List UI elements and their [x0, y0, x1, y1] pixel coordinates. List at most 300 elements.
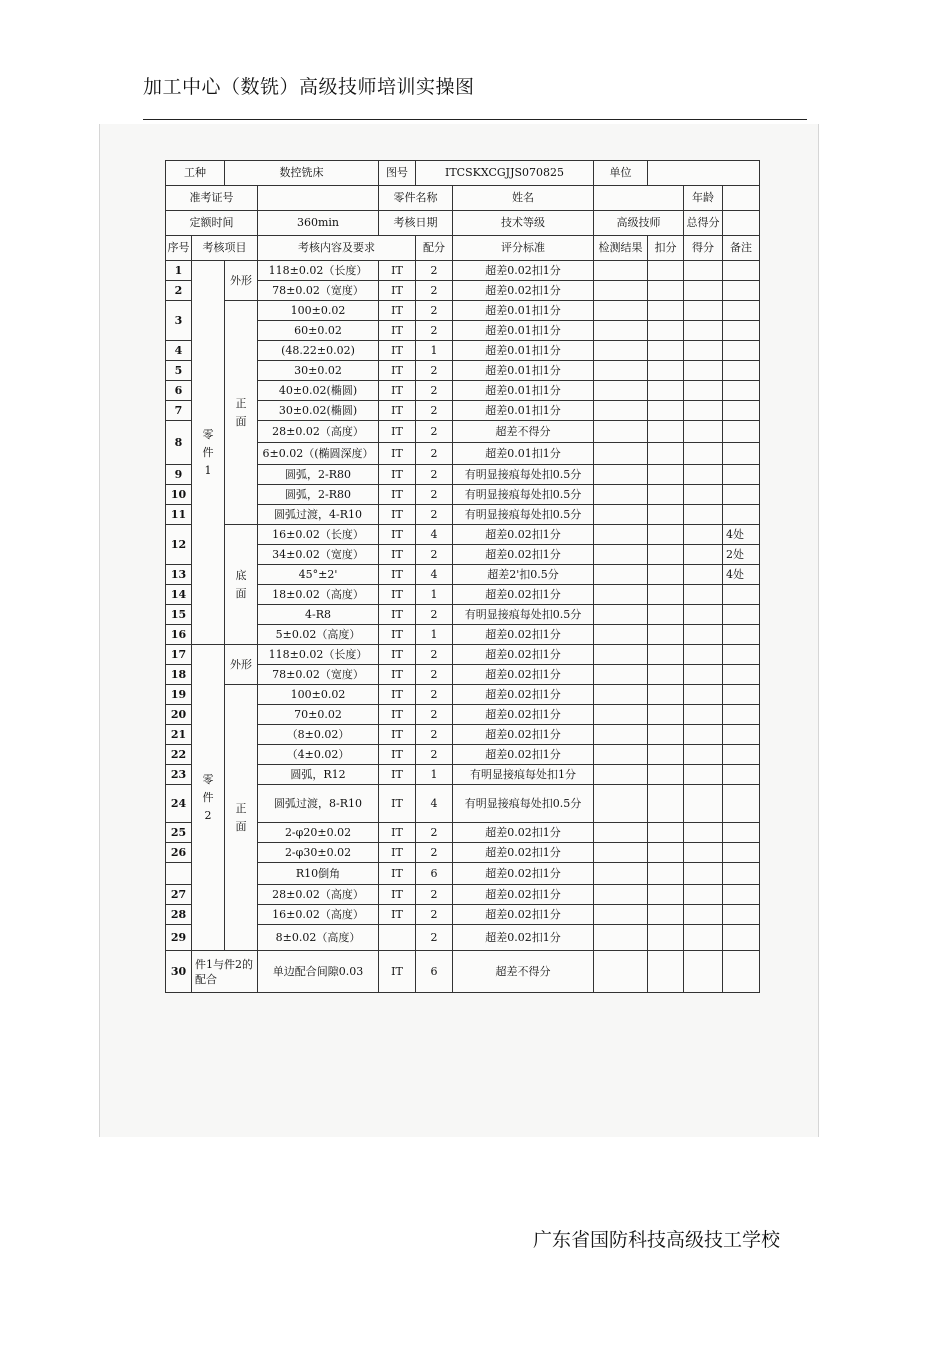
- remark-cell: 2处: [723, 545, 760, 565]
- standard-cell: 超差不得分: [453, 421, 594, 443]
- group-part2-label: 零件2: [202, 772, 214, 822]
- standard-cell: 超差0.02扣1分: [453, 925, 594, 951]
- deduct-cell: [648, 705, 684, 725]
- content-cell: 单边配合间隙0.03: [258, 951, 379, 993]
- points-cell: 2: [416, 261, 453, 281]
- it-cell: IT: [379, 341, 416, 361]
- score-cell: [684, 301, 723, 321]
- result-cell: [594, 485, 648, 505]
- it-cell: IT: [379, 565, 416, 585]
- row-number: 20: [166, 705, 192, 725]
- score-cell: [684, 361, 723, 381]
- row-number: 13: [166, 565, 192, 585]
- content-cell: 118±0.02（长度）: [258, 261, 379, 281]
- header-score: 得分: [684, 236, 723, 261]
- points-cell: 2: [416, 401, 453, 421]
- content-cell: 16±0.02（高度）: [258, 905, 379, 925]
- it-cell: IT: [379, 605, 416, 625]
- remark-cell: [723, 905, 760, 925]
- result-cell: [594, 951, 648, 993]
- header-deduct: 扣分: [648, 236, 684, 261]
- score-cell: [684, 565, 723, 585]
- table-row: [166, 951, 760, 993]
- score-cell: [684, 485, 723, 505]
- remark-cell: [723, 585, 760, 605]
- deduct-cell: [648, 951, 684, 993]
- standard-cell: 有明显接痕每处扣0.5分: [453, 785, 594, 823]
- content-cell: 28±0.02（高度）: [258, 421, 379, 443]
- score-cell: [684, 645, 723, 665]
- row-number: 11: [166, 505, 192, 525]
- score-cell: [684, 443, 723, 465]
- unit-value: [648, 161, 760, 186]
- content-cell: 8±0.02（高度）: [258, 925, 379, 951]
- row-number: 23: [166, 765, 192, 785]
- remark-cell: [723, 925, 760, 951]
- standard-cell: 超差0.02扣1分: [453, 281, 594, 301]
- row-number: 17: [166, 645, 192, 665]
- info-row-2: [166, 186, 760, 211]
- result-cell: [594, 725, 648, 745]
- score-cell: [684, 281, 723, 301]
- standard-cell: 超差0.01扣1分: [453, 361, 594, 381]
- unit-label: 单位: [594, 161, 648, 186]
- standard-cell: 有明显接痕每处扣0.5分: [453, 505, 594, 525]
- result-cell: [594, 261, 648, 281]
- content-cell: 118±0.02（长度）: [258, 645, 379, 665]
- group-part1: [192, 261, 225, 645]
- points-cell: 2: [416, 361, 453, 381]
- ticket-label: 准考证号: [166, 186, 258, 211]
- deduct-cell: [648, 725, 684, 745]
- result-cell: [594, 765, 648, 785]
- deduct-cell: [648, 381, 684, 401]
- remark-cell: [723, 485, 760, 505]
- it-cell: IT: [379, 645, 416, 665]
- table-row: [166, 261, 760, 281]
- points-cell: 2: [416, 925, 453, 951]
- deduct-cell: [648, 341, 684, 361]
- deduct-cell: [648, 925, 684, 951]
- content-cell: 78±0.02（宽度）: [258, 281, 379, 301]
- time-value: 360min: [258, 211, 379, 236]
- standard-cell: 有明显接痕每处扣0.5分: [453, 485, 594, 505]
- it-cell: IT: [379, 785, 416, 823]
- content-cell: 30±0.02(椭圆): [258, 401, 379, 421]
- points-cell: 2: [416, 421, 453, 443]
- group-front-1-label: 正面: [235, 396, 247, 428]
- score-cell: [684, 725, 723, 745]
- level-value: 高级技师: [594, 211, 684, 236]
- score-cell: [684, 465, 723, 485]
- result-cell: [594, 885, 648, 905]
- header-standard: 评分标准: [453, 236, 594, 261]
- deduct-cell: [648, 545, 684, 565]
- standard-cell: 超差0.02扣1分: [453, 685, 594, 705]
- header-no: 序号: [166, 236, 192, 261]
- standard-cell: 超差0.01扣1分: [453, 321, 594, 341]
- result-cell: [594, 341, 648, 361]
- result-cell: [594, 625, 648, 645]
- header-remark: 备注: [723, 236, 760, 261]
- score-cell: [684, 625, 723, 645]
- it-cell: IT: [379, 765, 416, 785]
- score-cell: [684, 605, 723, 625]
- result-cell: [594, 685, 648, 705]
- row-number: 2: [166, 281, 192, 301]
- document-title: 加工中心（数铣）高级技师培训实操图: [143, 76, 475, 98]
- header-item: 考核项目: [192, 236, 258, 261]
- table-row: [166, 685, 760, 705]
- content-cell: 圆弧过渡，8-R10: [258, 785, 379, 823]
- points-cell: 2: [416, 281, 453, 301]
- points-cell: 2: [416, 725, 453, 745]
- result-cell: [594, 381, 648, 401]
- points-cell: 2: [416, 465, 453, 485]
- points-cell: 2: [416, 665, 453, 685]
- row-number: 4: [166, 341, 192, 361]
- deduct-cell: [648, 785, 684, 823]
- table-row: [166, 301, 760, 321]
- points-cell: 2: [416, 321, 453, 341]
- score-cell: [684, 401, 723, 421]
- points-cell: 2: [416, 823, 453, 843]
- points-cell: 4: [416, 525, 453, 545]
- remark-cell: [723, 765, 760, 785]
- content-cell: 78±0.02（宽度）: [258, 665, 379, 685]
- deduct-cell: [648, 765, 684, 785]
- group-front-1: [225, 301, 258, 525]
- content-cell: 4-R8: [258, 605, 379, 625]
- standard-cell: 有明显接痕每处扣1分: [453, 765, 594, 785]
- points-cell: 2: [416, 301, 453, 321]
- it-cell: IT: [379, 863, 416, 885]
- score-cell: [684, 545, 723, 565]
- it-cell: IT: [379, 525, 416, 545]
- remark-cell: [723, 261, 760, 281]
- row-number: 5: [166, 361, 192, 381]
- total-value: [723, 211, 760, 236]
- deduct-cell: [648, 261, 684, 281]
- score-cell: [684, 745, 723, 765]
- standard-cell: 超差0.02扣1分: [453, 585, 594, 605]
- group-bottom: [225, 525, 258, 645]
- standard-cell: 超差0.02扣1分: [453, 625, 594, 645]
- content-cell: 28±0.02（高度）: [258, 885, 379, 905]
- standard-cell: 超差0.01扣1分: [453, 381, 594, 401]
- content-cell: 100±0.02: [258, 685, 379, 705]
- points-cell: 2: [416, 745, 453, 765]
- result-cell: [594, 705, 648, 725]
- score-cell: [684, 823, 723, 843]
- deduct-cell: [648, 605, 684, 625]
- deduct-cell: [648, 465, 684, 485]
- content-cell: 18±0.02（高度）: [258, 585, 379, 605]
- remark-cell: [723, 843, 760, 863]
- result-cell: [594, 645, 648, 665]
- result-cell: [594, 281, 648, 301]
- score-cell: [684, 585, 723, 605]
- result-cell: [594, 585, 648, 605]
- score-cell: [684, 863, 723, 885]
- content-cell: R10倒角: [258, 863, 379, 885]
- deduct-cell: [648, 843, 684, 863]
- remark-cell: [723, 745, 760, 765]
- result-cell: [594, 785, 648, 823]
- row-number: 7: [166, 401, 192, 421]
- content-cell: 100±0.02: [258, 301, 379, 321]
- it-cell: IT: [379, 321, 416, 341]
- points-cell: 6: [416, 951, 453, 993]
- remark-cell: [723, 361, 760, 381]
- score-cell: [684, 341, 723, 361]
- it-cell: IT: [379, 485, 416, 505]
- standard-cell: 超差0.02扣1分: [453, 863, 594, 885]
- remark-cell: [723, 381, 760, 401]
- assessment-table: [165, 160, 760, 993]
- score-cell: [684, 951, 723, 993]
- standard-cell: 有明显接痕每处扣0.5分: [453, 465, 594, 485]
- remark-cell: [723, 465, 760, 485]
- part-label: 零件名称: [379, 186, 453, 211]
- drawing-label: 图号: [379, 161, 416, 186]
- group-part1-label: 零件1: [202, 427, 214, 477]
- points-cell: 2: [416, 685, 453, 705]
- points-cell: 2: [416, 545, 453, 565]
- result-cell: [594, 605, 648, 625]
- points-cell: 1: [416, 585, 453, 605]
- level-label: 技术等级: [453, 211, 594, 236]
- column-header-row: [166, 236, 760, 261]
- content-cell: 6±0.02（(椭圆深度）: [258, 443, 379, 465]
- remark-cell: 4处: [723, 525, 760, 545]
- group-part2: [192, 645, 225, 951]
- standard-cell: 超差0.02扣1分: [453, 705, 594, 725]
- it-cell: IT: [379, 301, 416, 321]
- remark-cell: [723, 443, 760, 465]
- deduct-cell: [648, 685, 684, 705]
- content-cell: 2-φ20±0.02: [258, 823, 379, 843]
- points-cell: 2: [416, 885, 453, 905]
- standard-cell: 超差0.02扣1分: [453, 823, 594, 843]
- points-cell: 1: [416, 625, 453, 645]
- remark-cell: [723, 321, 760, 341]
- score-cell: [684, 885, 723, 905]
- group-bottom-label: 底面: [235, 568, 247, 600]
- deduct-cell: [648, 281, 684, 301]
- standard-cell: 超差0.02扣1分: [453, 843, 594, 863]
- table-row: [166, 525, 760, 545]
- result-cell: [594, 301, 648, 321]
- it-cell: IT: [379, 625, 416, 645]
- it-cell: IT: [379, 261, 416, 281]
- result-cell: [594, 745, 648, 765]
- total-label: 总得分: [684, 211, 723, 236]
- deduct-cell: [648, 505, 684, 525]
- deduct-cell: [648, 885, 684, 905]
- group-front-2: [225, 685, 258, 951]
- result-cell: [594, 665, 648, 685]
- row-number: 22: [166, 745, 192, 765]
- remark-cell: [723, 725, 760, 745]
- score-cell: [684, 685, 723, 705]
- remark-cell: [723, 785, 760, 823]
- it-cell: IT: [379, 505, 416, 525]
- remark-cell: [723, 705, 760, 725]
- content-cell: 16±0.02（长度）: [258, 525, 379, 545]
- age-value: [723, 186, 760, 211]
- it-cell: IT: [379, 843, 416, 863]
- group-outer-1: 外形: [225, 261, 258, 301]
- score-cell: [684, 261, 723, 281]
- drawing-value: ITCSKXCGJJS070825: [416, 161, 594, 186]
- name-label: 姓名: [453, 186, 594, 211]
- content-cell: 34±0.02（宽度）: [258, 545, 379, 565]
- remark-cell: [723, 665, 760, 685]
- points-cell: 1: [416, 765, 453, 785]
- points-cell: 2: [416, 381, 453, 401]
- content-cell: 60±0.02: [258, 321, 379, 341]
- result-cell: [594, 925, 648, 951]
- row-number: [166, 863, 192, 885]
- points-cell: 2: [416, 605, 453, 625]
- standard-cell: 超差0.01扣1分: [453, 443, 594, 465]
- score-cell: [684, 705, 723, 725]
- content-cell: 圆弧过渡，4-R10: [258, 505, 379, 525]
- deduct-cell: [648, 625, 684, 645]
- it-cell: [379, 925, 416, 951]
- it-cell: IT: [379, 421, 416, 443]
- it-cell: IT: [379, 823, 416, 843]
- score-cell: [684, 321, 723, 341]
- remark-cell: [723, 863, 760, 885]
- it-cell: IT: [379, 545, 416, 565]
- deduct-cell: [648, 565, 684, 585]
- standard-cell: 有明显接痕每处扣0.5分: [453, 605, 594, 625]
- content-cell: 圆弧，2-R80: [258, 465, 379, 485]
- result-cell: [594, 823, 648, 843]
- score-cell: [684, 785, 723, 823]
- deduct-cell: [648, 585, 684, 605]
- standard-cell: 超差0.02扣1分: [453, 645, 594, 665]
- content-cell: 40±0.02(椭圆): [258, 381, 379, 401]
- points-cell: 2: [416, 505, 453, 525]
- title-rule: [143, 119, 807, 120]
- remark-cell: [723, 281, 760, 301]
- row-number: 14: [166, 585, 192, 605]
- remark-cell: [723, 885, 760, 905]
- ticket-value: [258, 186, 379, 211]
- header-points: 配分: [416, 236, 453, 261]
- result-cell: [594, 505, 648, 525]
- remark-cell: [723, 625, 760, 645]
- deduct-cell: [648, 645, 684, 665]
- row-number: 29: [166, 925, 192, 951]
- it-cell: IT: [379, 281, 416, 301]
- standard-cell: 超差0.01扣1分: [453, 341, 594, 361]
- content-cell: （8±0.02）: [258, 725, 379, 745]
- content-cell: 70±0.02: [258, 705, 379, 725]
- deduct-cell: [648, 301, 684, 321]
- deduct-cell: [648, 401, 684, 421]
- content-cell: 圆弧，R12: [258, 765, 379, 785]
- content-cell: 2-φ30±0.02: [258, 843, 379, 863]
- deduct-cell: [648, 745, 684, 765]
- result-cell: [594, 525, 648, 545]
- remark-cell: [723, 823, 760, 843]
- remark-cell: [723, 301, 760, 321]
- it-cell: IT: [379, 665, 416, 685]
- standard-cell: 超差0.01扣1分: [453, 401, 594, 421]
- group-front-2-label: 正面: [235, 801, 247, 833]
- deduct-cell: [648, 905, 684, 925]
- result-cell: [594, 545, 648, 565]
- result-cell: [594, 905, 648, 925]
- header-content: 考核内容及要求: [258, 236, 416, 261]
- row-number: 19: [166, 685, 192, 705]
- content-cell: 5±0.02（高度）: [258, 625, 379, 645]
- remark-cell: [723, 341, 760, 361]
- date-label: 考核日期: [379, 211, 453, 236]
- deduct-cell: [648, 485, 684, 505]
- standard-cell: 超差0.02扣1分: [453, 525, 594, 545]
- deduct-cell: [648, 665, 684, 685]
- row-number: 8: [166, 421, 192, 465]
- deduct-cell: [648, 361, 684, 381]
- row-number: 3: [166, 301, 192, 341]
- points-cell: 4: [416, 785, 453, 823]
- deduct-cell: [648, 525, 684, 545]
- result-cell: [594, 863, 648, 885]
- points-cell: 4: [416, 565, 453, 585]
- row-number: 26: [166, 843, 192, 863]
- it-cell: IT: [379, 745, 416, 765]
- points-cell: 2: [416, 705, 453, 725]
- info-row-1: [166, 161, 760, 186]
- content-cell: 圆弧，2-R80: [258, 485, 379, 505]
- points-cell: 2: [416, 485, 453, 505]
- info-row-3: [166, 211, 760, 236]
- standard-cell: 超差不得分: [453, 951, 594, 993]
- row-number: 28: [166, 905, 192, 925]
- it-cell: IT: [379, 401, 416, 421]
- result-cell: [594, 843, 648, 863]
- remark-cell: [723, 505, 760, 525]
- result-cell: [594, 421, 648, 443]
- score-cell: [684, 381, 723, 401]
- points-cell: 2: [416, 645, 453, 665]
- remark-cell: [723, 645, 760, 665]
- row-number: 10: [166, 485, 192, 505]
- row-number: 30: [166, 951, 192, 993]
- deduct-cell: [648, 823, 684, 843]
- standard-cell: 超差0.02扣1分: [453, 905, 594, 925]
- content-cell: （4±0.02）: [258, 745, 379, 765]
- it-cell: IT: [379, 705, 416, 725]
- remark-cell: [723, 605, 760, 625]
- row-number: 21: [166, 725, 192, 745]
- deduct-cell: [648, 421, 684, 443]
- standard-cell: 超差0.01扣1分: [453, 301, 594, 321]
- trade-value: 数控铣床: [225, 161, 379, 186]
- result-cell: [594, 443, 648, 465]
- it-cell: IT: [379, 381, 416, 401]
- standard-cell: 超差0.02扣1分: [453, 545, 594, 565]
- score-cell: [684, 765, 723, 785]
- row-number: 27: [166, 885, 192, 905]
- it-cell: IT: [379, 951, 416, 993]
- content-cell: (48.22±0.02): [258, 341, 379, 361]
